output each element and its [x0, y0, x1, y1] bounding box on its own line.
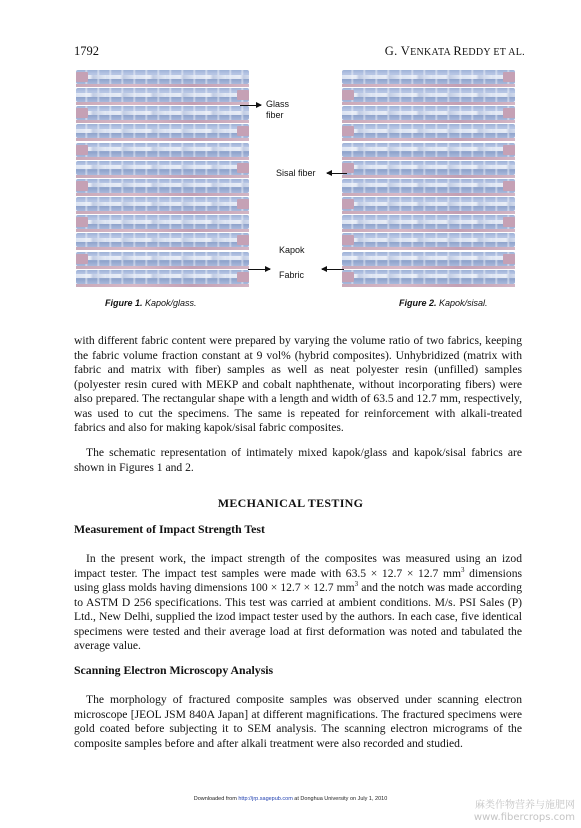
- fabric-row: [342, 123, 515, 141]
- figure-1-kapok-glass-image: [76, 69, 249, 287]
- sisal-fiber-arrow: [327, 173, 347, 174]
- footer-link[interactable]: http://jrp.sagepub.com: [238, 796, 293, 802]
- glass-fiber-label: Glass fiber: [266, 99, 290, 120]
- running-head-part-2: R: [453, 44, 462, 58]
- fabric-row: [76, 196, 249, 214]
- fabric-row: [76, 251, 249, 269]
- fabric-arrow-left: [248, 269, 270, 270]
- fabric-row: [76, 232, 249, 250]
- page-number: 1792: [74, 44, 99, 58]
- fabric-row: [76, 142, 249, 160]
- subsection-impact-strength: Measurement of Impact Strength Test: [74, 522, 265, 536]
- figure-1-caption: Figure 1. Kapok/glass.: [105, 298, 197, 308]
- running-head-part-3: EDDY ET AL.: [461, 47, 525, 58]
- fabric-row: [342, 269, 515, 287]
- fabric-row: [76, 160, 249, 178]
- fabric-row: [342, 142, 515, 160]
- running-head-initial: G. V: [384, 44, 411, 58]
- fabric-row: [342, 87, 515, 105]
- fabric-row: [76, 123, 249, 141]
- fabric-row: [76, 69, 249, 87]
- fabric-row: [76, 105, 249, 123]
- paragraph-impact-test: In the present work, the impact strength of the composites was measured using an izod impact tester. The impact test samples were made with 63.5 × 12.7 × 12.7 $mm^3$ dimensions using glass molds having dimensions 100 × 12.7 × 12.7 $mm^3$ and the notch was made according to ASTM D 256 specifications. This test was carried at ambient conditions. M/s. PSI Sales (P) Ltd., New Delhi, supplied the izod impact tester used by the authors. In each case, five identical specimens were tested and their average load at first deformation was noted and tabulated the average value.: [74, 552, 522, 652]
- fabric-arrow-right: [322, 269, 344, 270]
- fabric-row: [342, 178, 515, 196]
- subsection-sem-analysis: Scanning Electron Microscopy Analysis: [74, 663, 274, 677]
- fabric-row: [342, 69, 515, 87]
- paragraph-sem: The morphology of fractured composite samples was observed under scanning electron microscope [JEOL JSM 840A Japan] at different magnifications. The fractured specimens were gold coated before subjecting it to SEM analysis. The scanning electron micrograms of the composite samples before and after alkali treatment were also recorded and studied.: [74, 693, 522, 750]
- running-head: [385, 44, 525, 59]
- fabric-row: [342, 160, 515, 178]
- fabric-row: [342, 105, 515, 123]
- fabric-row: [76, 269, 249, 287]
- sisal-fiber-label: Sisal fiber: [276, 168, 316, 178]
- fabric-row: [76, 87, 249, 105]
- running-head-part-1: ENKATA: [410, 47, 454, 58]
- fabric-row: [76, 214, 249, 232]
- fabric-label: Fabric: [279, 270, 305, 280]
- watermark: 麻类作物营养与施肥网 www.fibercrops.com: [473, 800, 575, 823]
- section-title-mechanical-testing: MECHANICAL TESTING: [217, 496, 364, 510]
- figure-2-caption: Figure 2. Kapok/sisal.: [399, 298, 488, 308]
- fabric-row: [342, 196, 515, 214]
- kapok-label: Kapok: [279, 245, 305, 255]
- paragraph-fabric-content: with different fabric content were prepared by varying the volume ratio of two fabrics, keeping the fabric volume fraction constant at 9 vol% (hybrid composites). Unhybridized (matrix with fabric and matrix with fiber) samples as well as neat polyester resin (unfilled) samples (polyester resin cured with MEKP and cobalt naphthenate, without incorporating fibers) were also prepared. The rectangular shape with a length and width of 63.5 and 12.7 mm, respectively, was used to cut the specimens. The same is repeated for reinforcement with alkali-treated fabrics and also for making kapok/sisal fabric composites.: [74, 334, 522, 434]
- fabric-row: [76, 178, 249, 196]
- glass-fiber-arrow: [240, 105, 261, 106]
- figure-2-kapok-sisal-image: [342, 69, 515, 287]
- paragraph-schematic: The schematic representation of intimately mixed kapok/glass and kapok/sisal fabrics are shown in Figures 1 and 2.: [74, 446, 522, 474]
- download-footer: Downloaded from http://jrp.sagepub.com at Donghua University on July 1, 2010: [193, 796, 388, 802]
- fabric-row: [342, 251, 515, 269]
- fabric-row: [342, 214, 515, 232]
- fabric-row: [342, 232, 515, 250]
